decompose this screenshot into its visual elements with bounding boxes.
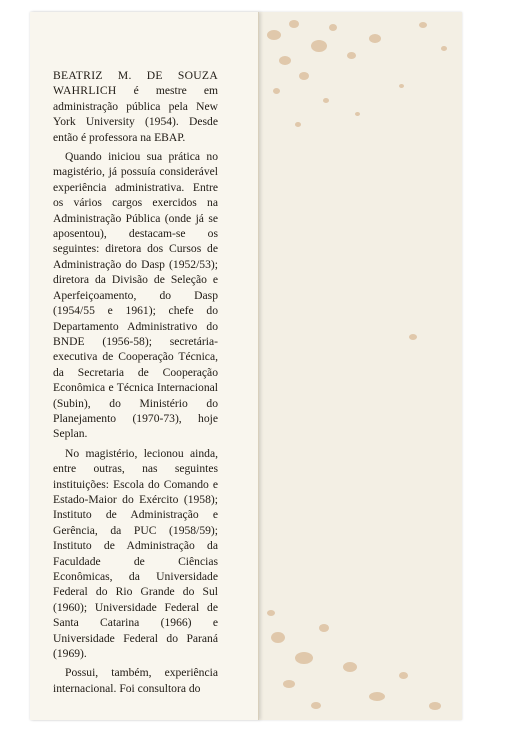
bio-paragraph-4: Possui, também, experiência internacional. Foi consultora do (53, 666, 218, 695)
bio-paragraph-2: Quando iniciou sua prática no magistério, já possuía considerável experiência administrativa. Entre os vários cargos exercidos na Administração Pública (onde já se aposentou), destacam-se os seguintes: diretora dos Cursos de Administração do Dasp (1952/53); diretora da Divisão de Seleção e Aperfeiçoamento, do Dasp (1954/55 e 1961); chefe do Departamento Administrativo do BNDE (1956-58); secretária-executiva de Cooperação Técnica, da Secretaria de Cooperação Econômica e Técnica Internacional (Subin), do Ministério do Planejamento (1970-73), hoje Seplan. (53, 150, 218, 441)
author-bio (53, 68, 218, 700)
author-name: BEATRIZ M. DE SOUZA WAHRLICH (53, 69, 218, 98)
bio-paragraph-1 (53, 68, 218, 145)
bio-paragraph-3: No magistério, lecionou ainda, entre outras, nas seguintes instituições: Escola do Comando e Estado-Maior do Exército (1958); Instituto de Administração e Gerência, da PUC (1958/59); Instituto de Administração da Faculdade de Ciências Econômicas, da Universidade Federal do Rio Grande do Sul (1960); Universidade Federal de Santa Catarina (1966) e Universidade Federal do Paraná (1969). (53, 446, 218, 661)
stained-cover-area (259, 12, 462, 720)
bio-paragraph-1-text: é mestre em administração pública pela New York University (1954). Desde então é professora na EBAP. (53, 84, 218, 144)
